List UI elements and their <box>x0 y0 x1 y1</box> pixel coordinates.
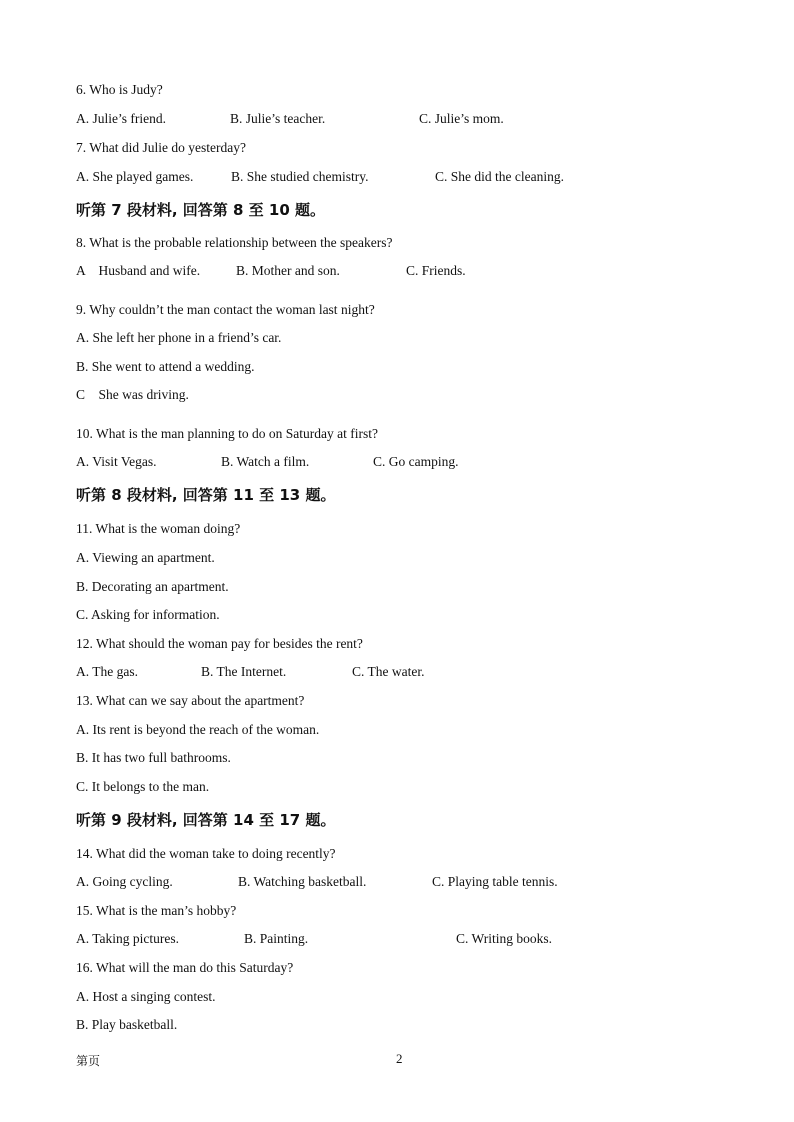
options-8 <box>76 263 716 279</box>
option-a: A. Going cycling. <box>76 874 173 889</box>
question-6: 6. Who is Judy? <box>76 82 163 97</box>
option-b: B. She went to attend a wedding. <box>76 359 255 374</box>
question-13: 13. What can we say about the apartment? <box>76 693 305 708</box>
option-c: C. Writing books. <box>456 931 552 946</box>
option-c: C. Asking for information. <box>76 607 220 622</box>
options-14 <box>76 874 716 890</box>
option-b: B. Painting. <box>244 931 309 946</box>
option-c: C She was driving. <box>76 387 189 402</box>
option-b: B. Watching basketball. <box>238 874 367 889</box>
option-a: A. The gas. <box>76 664 138 679</box>
option-c: C. Friends. <box>406 263 466 278</box>
footer-page-label: 第页 <box>76 1054 101 1068</box>
options-15 <box>76 931 716 947</box>
question-12: 12. What should the woman pay for besides the rent? <box>76 636 363 651</box>
section-heading: 听第 9 段材料, 回答第 14 至 17 题。 <box>76 811 336 829</box>
question-16: 16. What will the man do this Saturday? <box>76 960 294 975</box>
option-b: B. It has two full bathrooms. <box>76 750 231 765</box>
option-b: B. She studied chemistry. <box>231 169 369 184</box>
option-a: A. Viewing an apartment. <box>76 550 215 565</box>
option-a: A. Its rent is beyond the reach of the woman. <box>76 722 320 737</box>
options-10 <box>76 454 716 470</box>
question-15: 15. What is the man’s hobby? <box>76 903 237 918</box>
options-6 <box>76 111 716 127</box>
option-a: A. She played games. <box>76 169 194 184</box>
option-a: A Husband and wife. <box>76 263 201 278</box>
option-c: C. Playing table tennis. <box>432 874 558 889</box>
question-9: 9. Why couldn’t the man contact the woman last night? <box>76 302 375 317</box>
question-8: 8. What is the probable relationship between the speakers? <box>76 235 393 250</box>
options-7 <box>76 169 716 185</box>
option-c: C. Go camping. <box>373 454 459 469</box>
option-c: C. She did the cleaning. <box>435 169 564 184</box>
question-7: 7. What did Julie do yesterday? <box>76 140 246 155</box>
question-10: 10. What is the man planning to do on Saturday at first? <box>76 426 378 441</box>
page-number: 2 <box>396 1051 403 1066</box>
options-12 <box>76 664 716 680</box>
option-c: C. Julie’s mom. <box>419 111 504 126</box>
option-c: C. The water. <box>352 664 425 679</box>
option-a: A. Visit Vegas. <box>76 454 157 469</box>
question-14: 14. What did the woman take to doing recently? <box>76 846 336 861</box>
option-a: A. Taking pictures. <box>76 931 180 946</box>
option-a: A. Julie’s friend. <box>76 111 166 126</box>
question-11: 11. What is the woman doing? <box>76 521 241 536</box>
option-b: B. Julie’s teacher. <box>230 111 326 126</box>
section-heading: 听第 7 段材料, 回答第 8 至 10 题。 <box>76 201 326 219</box>
option-b: B. Decorating an apartment. <box>76 579 229 594</box>
option-c: C. It belongs to the man. <box>76 779 210 794</box>
option-b: B. The Internet. <box>201 664 287 679</box>
option-b: B. Mother and son. <box>236 263 340 278</box>
option-a: A. She left her phone in a friend’s car. <box>76 330 282 345</box>
option-a: A. Host a singing contest. <box>76 989 216 1004</box>
option-b: B. Watch a film. <box>221 454 310 469</box>
section-heading: 听第 8 段材料, 回答第 11 至 13 题。 <box>76 486 336 504</box>
option-b: B. Play basketball. <box>76 1017 178 1032</box>
